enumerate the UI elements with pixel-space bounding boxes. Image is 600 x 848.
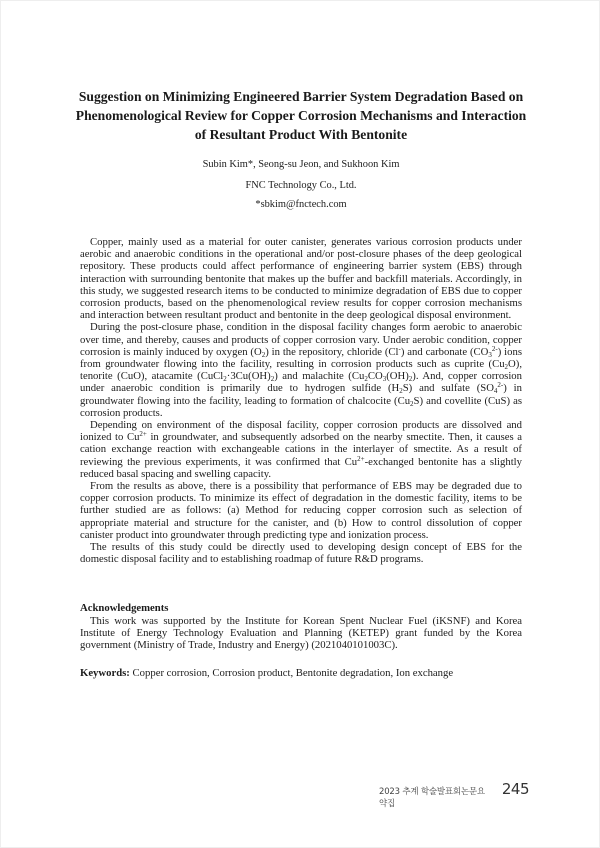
- keywords-label: Keywords:: [80, 667, 130, 679]
- abstract-body: [80, 236, 522, 565]
- keywords-text: Copper corrosion, Corrosion product, Bentonite degradation, Ion exchange: [129, 667, 454, 679]
- acknowledgements-text: This work was supported by the Institute for Korean Spent Nuclear Fuel (iKSNF) and Korea Institute of Energy Technology Evaluation and Planning (KETEP) grant funded by the Korea government (Ministry of Trade, Industry and Energy) (2021040101003C).: [80, 615, 522, 652]
- paragraph-future-study: From the results as above, there is a possibility that performance of EBS may be degraded due to copper corrosion products. To minimize its effect of degradation in the domestic facility, items to be further studied are as follows: (a) Method for reducing copper corrosion such as selection of appropriate material and structure for the canister, and (b) How to control dissolution of copper canister product into groundwater through predicting type and ionization process.: [80, 480, 522, 541]
- paper-title: Suggestion on Minimizing Engineered Barrier System Degradation Based on Phenomenological Review for Copper Corrosion Mechanisms and Interaction of Resultant Product With Bentonite: [75, 89, 527, 142]
- corresponding-email: *sbkim@fnctech.com: [255, 199, 347, 210]
- keywords-line: [80, 667, 530, 679]
- proceedings-name: 2023 추계 학술발표회논문요약집: [379, 787, 485, 809]
- page-number: 245: [501, 780, 529, 798]
- paragraph-intro: Copper, mainly used as a material for outer canister, generates various corrosion products under aerobic and anaerobic conditions in the operational and/or post-closure phases of the deep geological repository. These products could affect performance of engineering barrier system (EBS) through interaction with surrounding bentonite that makes up the buffer and backfill materials. Accordingly, in this study, we suggested research items to be conducted to minimize degradation of EBS due to copper corrosion products, based on the phenomenological review results for copper corrosion mechanisms and interaction between resultant product and bentonite in the deep geological disposal environment.: [80, 236, 522, 322]
- author-list: Subin Kim*, Seong-su Jeon, and Sukhoon Kim: [202, 159, 400, 170]
- paragraph-conclusion: The results of this study could be directly used to developing design concept of EBS for the domestic disposal facility and to establishing roadmap of future R&D programs.: [80, 541, 522, 566]
- paragraph-ion-exchange: Depending on environment of the disposal facility, copper corrosion products are dissolved and ionized to $Cu^{2+}$ in groundwater, and subsequently adsorbed on the nearby smectite. Then, it causes a cation exchange reaction with exchangeable cations in the interlayer of smectite. As a result of reviewing the previous experiments, it was confirmed that $Cu^{2+}$-exchanged bentonite has a slightly reduced basal spacing and swelling capacity.: [80, 419, 522, 480]
- acknowledgements-body: [80, 615, 522, 652]
- paragraph-corrosion-mechanisms: During the post-closure phase, condition in the disposal facility changes form aerobic to anaerobic over time, and thereby, causes and products of copper corrosion vary. Under aerobic condition, copper corrosion is mainly induced by oxygen $(O_2)$ in the repository, chloride (Cl-) and carbonate $(CO_3^{2-})$ ions from groundwater flowing into the facility, resulting in corrosion products such as cuprite $(Cu_2O)$, tenorite (CuO), atacamite $(CuCl_2\cdot 3Cu(OH)_2)$ and malachite $(Cu_2CO_3(OH)_2)$. And, copper corrosion under anaerobic condition is primarily due to hydrogen sulfide $(H_2S)$ and sulfate $(SO_4^{2-})$ in groundwater flowing into the facility, leading to formation of chalcocite $(Cu_2S)$ and covellite (CuS) as corrosion products.: [80, 321, 523, 419]
- acknowledgements-heading: Acknowledgements: [80, 602, 169, 614]
- affiliation: FNC Technology Co., Ltd.: [245, 180, 357, 191]
- page-footer: [379, 780, 529, 809]
